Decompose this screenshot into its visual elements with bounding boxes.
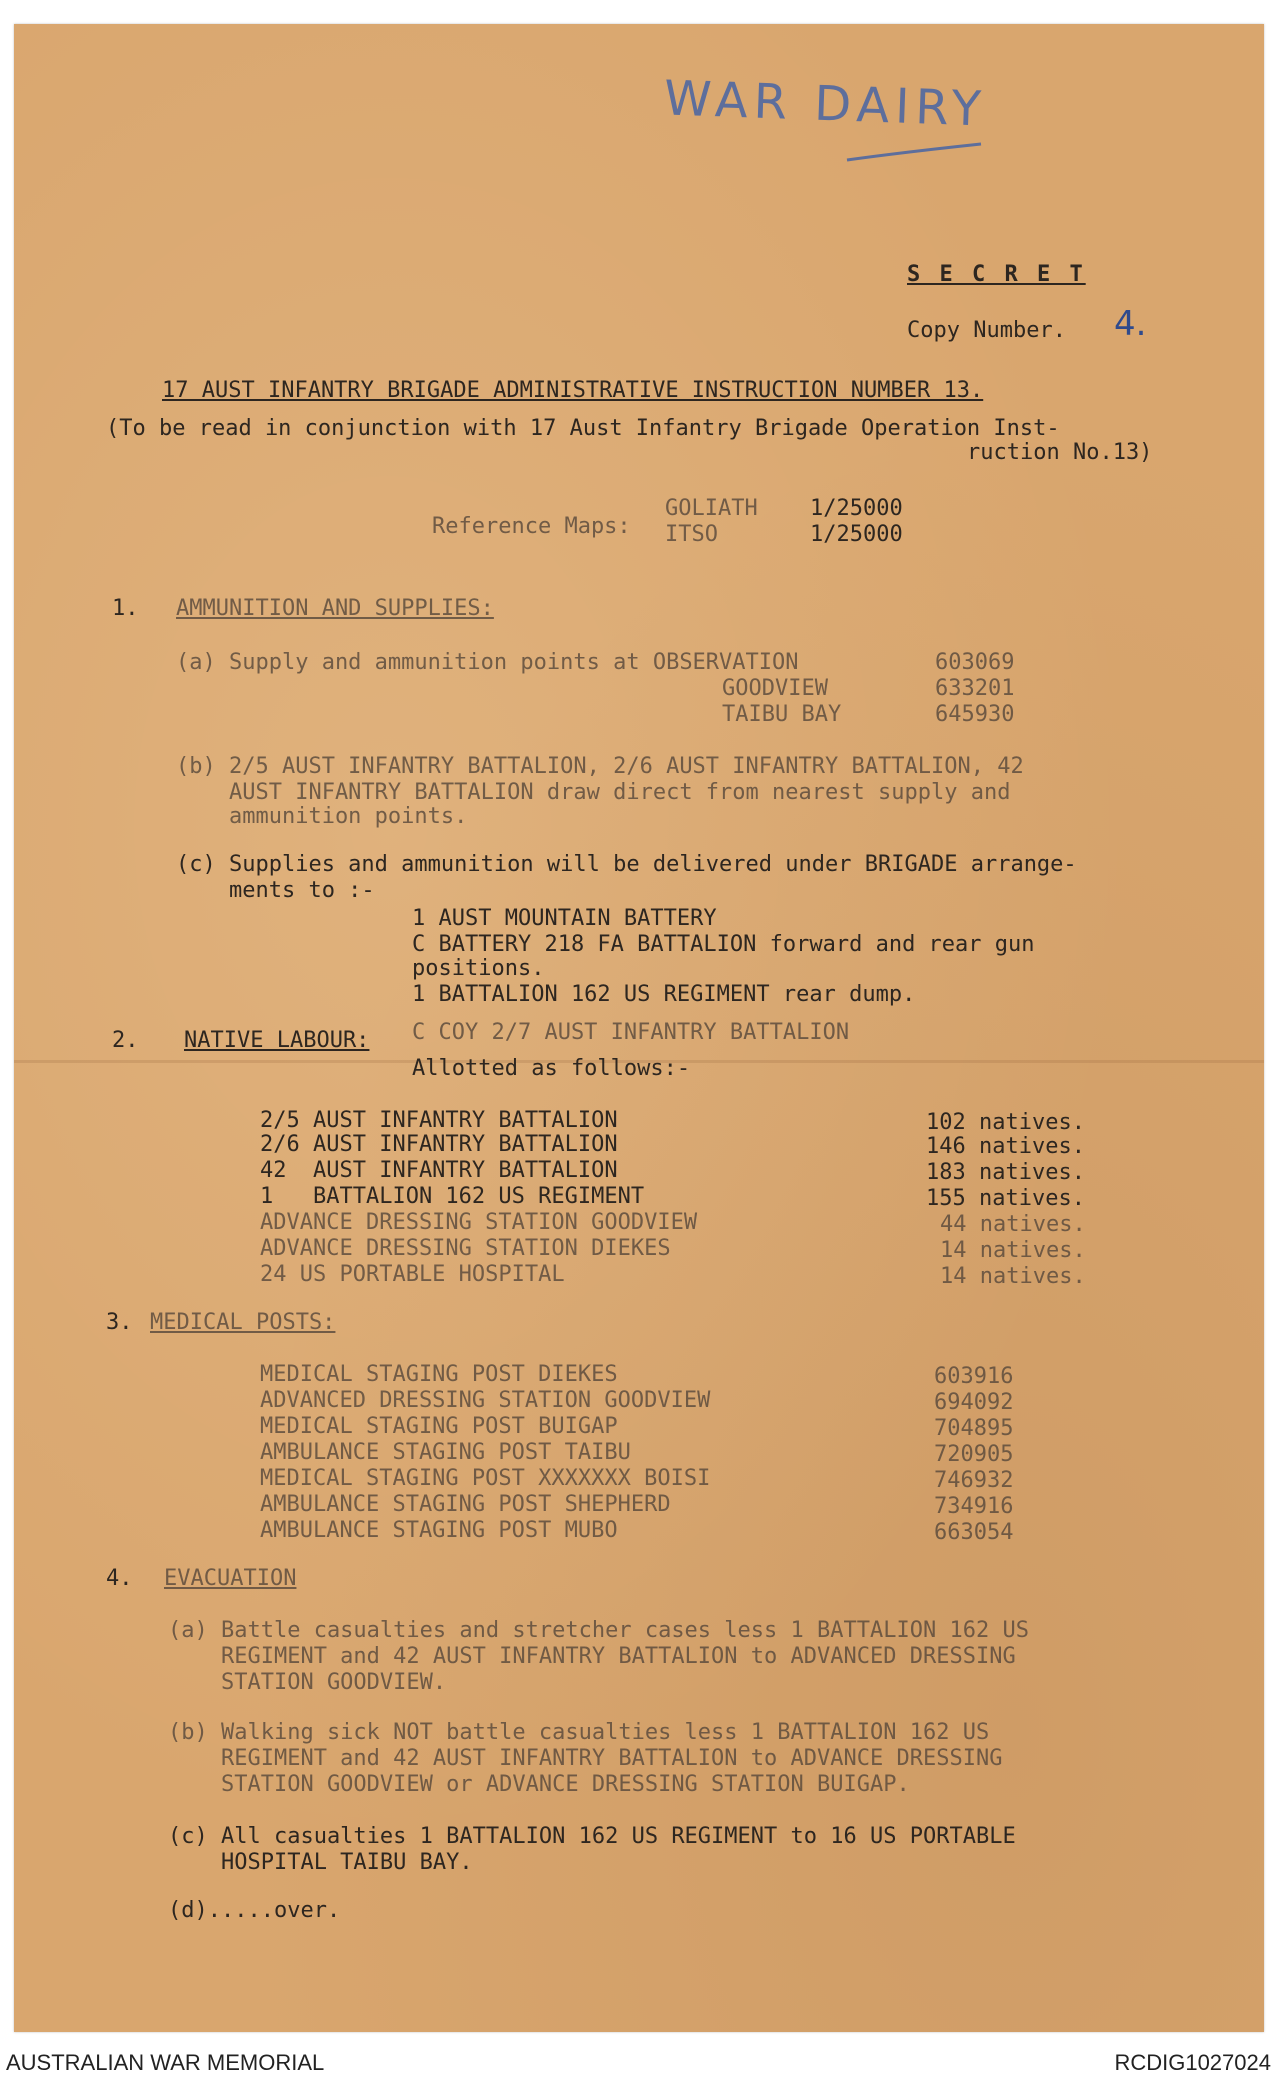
supply-points-text: (a) Supply and ammunition points at OBSERVATION xyxy=(176,650,799,675)
paragraph-line: STATION GOODVIEW. xyxy=(168,1670,447,1695)
labour-count: 146 natives. xyxy=(926,1134,1085,1159)
labour-count: 155 natives. xyxy=(926,1186,1085,1211)
section-number: 4. xyxy=(106,1566,133,1591)
section-number: 1. xyxy=(112,596,139,621)
labour-count: 14 natives. xyxy=(940,1238,1086,1263)
paragraph-line: STATION GOODVIEW or ADVANCE DRESSING STATION BUIGAP. xyxy=(168,1772,910,1797)
paragraph-line: REGIMENT and 42 AUST INFANTRY BATTALION to ADVANCED DRESSING xyxy=(168,1644,1016,1669)
delivery-item: 1 AUST MOUNTAIN BATTERY xyxy=(412,906,717,931)
delivery-item: C BATTERY 218 FA BATTALION forward and rear gun xyxy=(412,932,1035,957)
section-number: 2. xyxy=(112,1028,139,1053)
paragraph-line: (a) Battle casualties and stretcher cases less 1 BATTALION 162 US xyxy=(168,1618,1029,1643)
medical-post-ref: 720905 xyxy=(934,1442,1014,1467)
medical-post-ref: 603916 xyxy=(934,1364,1014,1389)
labour-unit: 1 BATTALION 162 US REGIMENT xyxy=(260,1184,645,1209)
pen-underline xyxy=(845,138,985,168)
medical-post-name: AMBULANCE STAGING POST TAIBU xyxy=(260,1440,631,1465)
labour-unit: 42 AUST INFANTRY BATTALION xyxy=(260,1158,618,1183)
medical-post-ref: 704895 xyxy=(934,1416,1014,1441)
delivery-item: 1 BATTALION 162 US REGIMENT rear dump. xyxy=(412,982,916,1007)
labour-unit: 24 US PORTABLE HOSPITAL xyxy=(260,1262,565,1287)
reference-map-name: ITSO xyxy=(665,522,718,547)
supply-point-ref: 645930 xyxy=(935,702,1015,727)
labour-count: 183 natives. xyxy=(926,1160,1085,1185)
supply-point-name: TAIBU BAY xyxy=(722,702,842,727)
section-heading-native-labour: NATIVE LABOUR: xyxy=(184,1028,370,1053)
labour-count: 14 natives. xyxy=(940,1264,1086,1289)
handwritten-title: WAR DAIRY xyxy=(663,70,988,138)
medical-post-name: MEDICAL STAGING POST DIEKES xyxy=(260,1362,618,1387)
section-heading-ammunition: AMMUNITION AND SUPPLIES: xyxy=(176,596,494,621)
copy-number-value: 4. xyxy=(1114,304,1147,344)
document-subtitle-line-1: (To be read in conjunction with 17 Aust Infantry Brigade Operation Inst- xyxy=(106,416,1060,441)
supply-point-ref: 603069 xyxy=(935,650,1015,675)
section-heading-evacuation: EVACUATION xyxy=(164,1566,297,1591)
reference-map-scale: 1/25000 xyxy=(810,522,903,547)
delivery-item: positions. xyxy=(412,956,545,981)
labour-count: 44 natives. xyxy=(940,1212,1086,1237)
secret-label: S E C R E T xyxy=(907,262,1086,287)
allotted-label: Allotted as follows:- xyxy=(412,1056,691,1081)
labour-count: 102 natives. xyxy=(926,1110,1085,1135)
labour-unit: ADVANCE DRESSING STATION DIEKES xyxy=(260,1236,671,1261)
paragraph-line: REGIMENT and 42 AUST INFANTRY BATTALION to ADVANCE DRESSING xyxy=(168,1746,1003,1771)
section-number: 3. xyxy=(106,1310,133,1335)
footer-id: RCDIG1027024 xyxy=(1114,2050,1271,2075)
labour-unit: ADVANCE DRESSING STATION GOODVIEW xyxy=(260,1210,698,1235)
continuation-note: (d).....over. xyxy=(168,1898,341,1923)
medical-post-name: MEDICAL STAGING POST BUIGAP xyxy=(260,1414,618,1439)
paragraph-line: (b) Walking sick NOT battle casualties less 1 BATTALION 162 US xyxy=(168,1720,990,1745)
medical-post-name: MEDICAL STAGING POST XXXXXXX BOISI xyxy=(260,1466,711,1491)
footer-source: AUSTRALIAN WAR MEMORIAL xyxy=(6,2050,325,2075)
medical-post-ref: 734916 xyxy=(934,1494,1014,1519)
reference-map-scale: 1/25000 xyxy=(810,496,903,521)
paragraph-line: ments to :- xyxy=(176,878,375,903)
delivery-item: C COY 2/7 AUST INFANTRY BATTALION xyxy=(412,1020,850,1045)
medical-post-name: AMBULANCE STAGING POST SHEPHERD xyxy=(260,1492,671,1517)
medical-post-name: AMBULANCE STAGING POST MUBO xyxy=(260,1518,618,1543)
medical-post-name: ADVANCED DRESSING STATION GOODVIEW xyxy=(260,1388,711,1413)
paragraph-line: (c) Supplies and ammunition will be delivered under BRIGADE arrange- xyxy=(176,852,1077,877)
medical-post-ref: 694092 xyxy=(934,1390,1014,1415)
document-subtitle-line-2: ruction No.13) xyxy=(967,440,1153,465)
document-title: 17 AUST INFANTRY BRIGADE ADMINISTRATIVE INSTRUCTION NUMBER 13. xyxy=(162,378,984,403)
medical-post-ref: 663054 xyxy=(934,1520,1014,1545)
supply-point-name: GOODVIEW xyxy=(722,676,828,701)
paragraph-line: (b) 2/5 AUST INFANTRY BATTALION, 2/6 AUST INFANTRY BATTALION, 42 xyxy=(176,754,1024,779)
paragraph-line: (c) All casualties 1 BATTALION 162 US REGIMENT to 16 US PORTABLE xyxy=(168,1824,1016,1849)
supply-point-ref: 633201 xyxy=(935,676,1015,701)
reference-map-name: GOLIATH xyxy=(665,496,758,521)
labour-unit: 2/5 AUST INFANTRY BATTALION xyxy=(260,1108,618,1133)
paragraph-line: HOSPITAL TAIBU BAY. xyxy=(168,1850,473,1875)
paragraph-line: AUST INFANTRY BATTALION draw direct from nearest supply and xyxy=(176,780,1011,805)
section-heading-medical-posts: MEDICAL POSTS: xyxy=(150,1310,336,1335)
reference-maps-label: Reference Maps: xyxy=(432,514,631,539)
medical-post-ref: 746932 xyxy=(934,1468,1014,1493)
paragraph-line: ammunition points. xyxy=(176,804,468,829)
copy-number-label: Copy Number. xyxy=(907,318,1066,343)
labour-unit: 2/6 AUST INFANTRY BATTALION xyxy=(260,1132,618,1157)
